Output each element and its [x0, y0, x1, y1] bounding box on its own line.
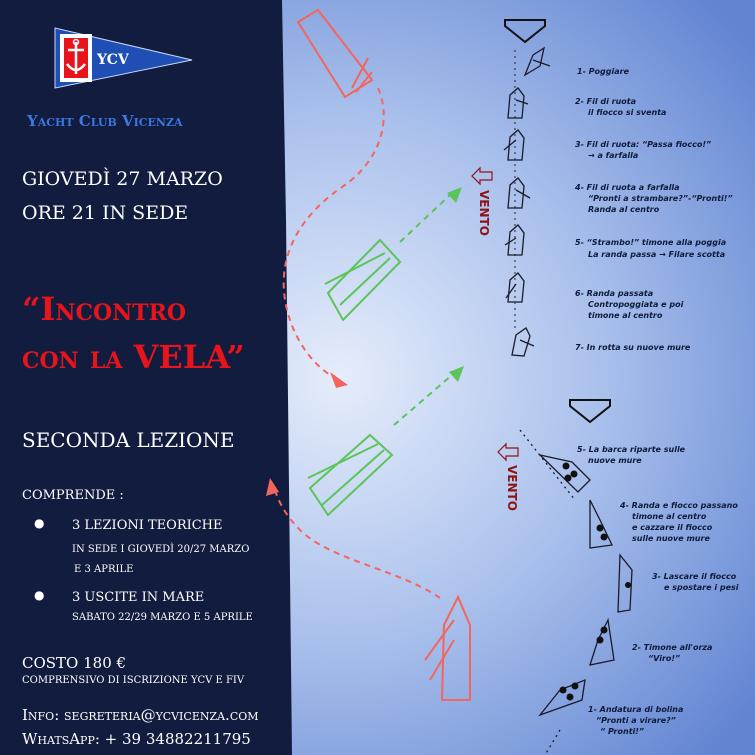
include-item-1-title: 3 LEZIONI TEORICHE [72, 518, 223, 533]
svg-text:“ Pronti!”: “ Pronti!” [600, 727, 645, 736]
contact-email[interactable]: Info: segreteria@ycvicenza.com [22, 706, 259, 724]
wind-label-bottom: VENTO [505, 465, 519, 511]
svg-text:3- Fil di ruota: “Passa fiocco: 3- Fil di ruota: “Passa fiocco!” [575, 140, 712, 149]
contact-whatsapp[interactable]: WhatsApp: + 39 34882211795 [22, 730, 251, 748]
svg-text:4- Randa e fiocco passano: 4- Randa e fiocco passano [620, 501, 738, 510]
include-item-1-detail-2: E 3 APRILE [74, 564, 134, 575]
svg-text:7- In rotta su nuove mure: 7- In rotta su nuove mure [575, 343, 691, 352]
svg-text:timone al centro: timone al centro [632, 512, 707, 521]
cost-label: COSTO 180 € [22, 654, 127, 672]
svg-text:Randa al centro: Randa al centro [588, 205, 660, 214]
svg-text:e spostare i pesi: e spostare i pesi [664, 583, 739, 592]
svg-text:1- Poggiare: 1- Poggiare [577, 67, 629, 76]
include-item-2-detail-1: SABATO 22/29 MARZO E 5 APRILE [72, 612, 253, 623]
svg-text:YCV: YCV [97, 52, 129, 68]
club-name: Yacht Club Vicenza [27, 112, 183, 130]
title-line-1: “Incontro [22, 290, 187, 328]
svg-text:il fiocco si sventa: il fiocco si sventa [588, 108, 667, 117]
svg-text:3- Lascare il fiocco: 3- Lascare il fiocco [652, 572, 737, 581]
svg-text:“Viro!”: “Viro!” [648, 654, 681, 663]
svg-text:nuove mure: nuove mure [588, 456, 642, 465]
svg-text:1- Andatura di bolina: 1- Andatura di bolina [588, 705, 684, 714]
title-line-2: con la VELA” [22, 338, 245, 376]
bullet-1: ● [34, 516, 45, 530]
bullet-2: ● [34, 588, 45, 602]
svg-text:La randa passa → Filare scotta: La randa passa → Filare scotta [588, 250, 726, 259]
svg-text:5- “Strambo!” timone alla pogg: 5- “Strambo!” timone alla poggia [575, 238, 727, 247]
event-time: ORE 21 IN SEDE [22, 202, 189, 224]
includes-heading: COMPRENDE : [22, 488, 124, 503]
svg-text:2- Timone all'orza: 2- Timone all'orza [632, 643, 713, 652]
svg-text:5- La barca riparte sulle: 5- La barca riparte sulle [577, 445, 686, 454]
svg-text:2- Fil di ruota: 2- Fil di ruota [575, 97, 637, 106]
cost-detail: COMPRENSIVO DI ISCRIZIONE YCV E FIV [22, 675, 245, 686]
svg-text:→ a farfalla: → a farfalla [588, 151, 639, 160]
svg-text:sulle nuove mure: sulle nuove mure [632, 534, 710, 543]
svg-text:“Pronti a virare?”: “Pronti a virare?” [596, 716, 676, 725]
svg-text:“Pronti a strambare?”-“Pronti!: “Pronti a strambare?”-“Pronti!” [588, 194, 733, 203]
svg-text:e cazzare il fiocco: e cazzare il fiocco [632, 523, 713, 532]
svg-text:timone al centro: timone al centro [588, 311, 663, 320]
svg-text:Contropoggiata e poi: Contropoggiata e poi [588, 300, 684, 309]
subtitle: SECONDA LEZIONE [22, 428, 235, 452]
include-item-2-title: 3 USCITE IN MARE [72, 590, 205, 605]
svg-text:6- Randa passata: 6- Randa passata [575, 289, 654, 298]
svg-text:4- Fil di ruota a farfalla: 4- Fil di ruota a farfalla [575, 183, 680, 192]
event-date: GIOVEDÌ 27 MARZO [22, 168, 223, 190]
include-item-1-detail-1: IN SEDE I GIOVEDÌ 20/27 MARZO [72, 544, 250, 555]
wind-label-top: VENTO [477, 190, 491, 236]
